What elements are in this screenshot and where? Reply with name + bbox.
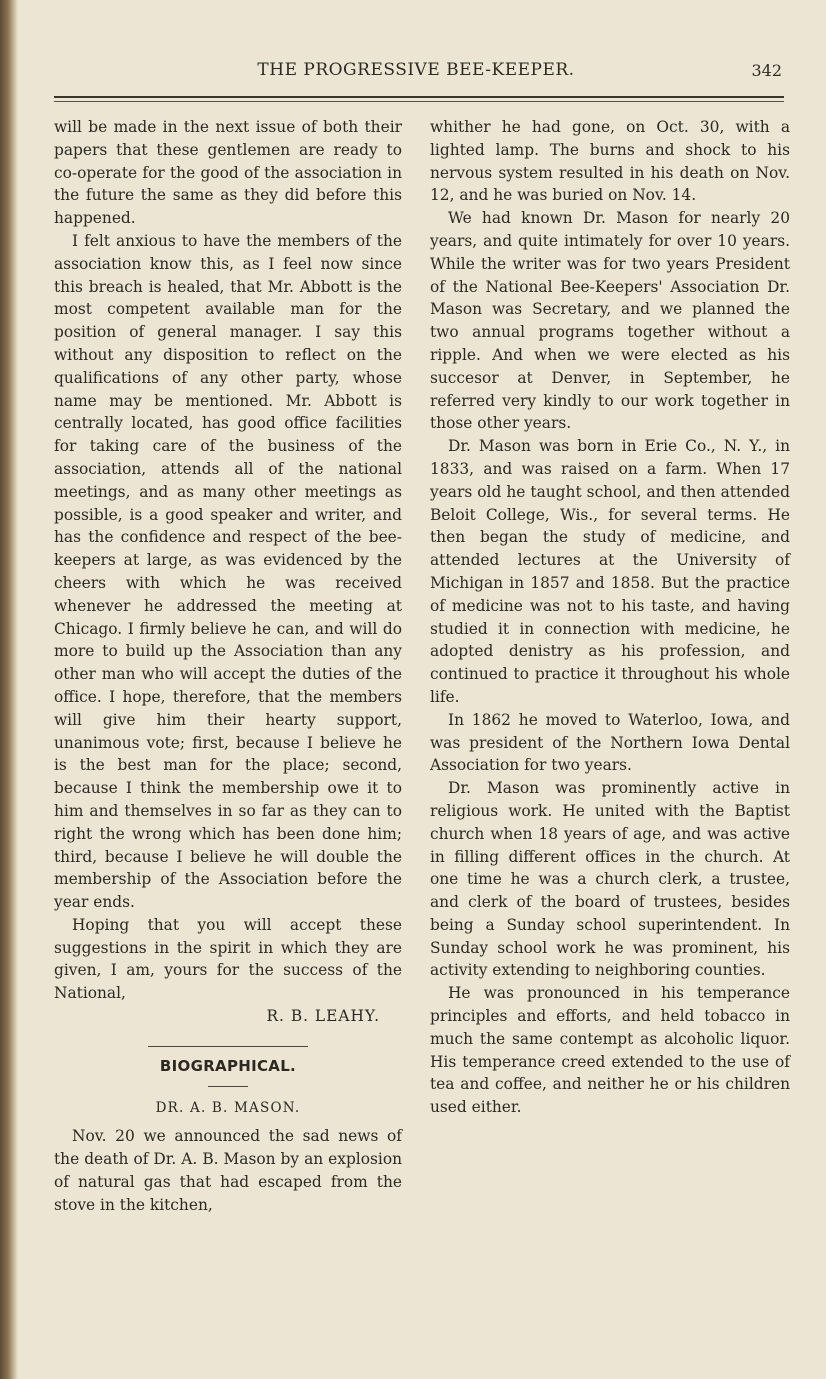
section-title: BIOGRAPHICAL.	[159, 1056, 297, 1075]
article-subhead: DR. A. B. MASON.	[155, 1099, 301, 1116]
header-rule	[54, 96, 784, 98]
running-title: THE PROGRESSIVE BEE-KEEPER.	[257, 60, 575, 80]
paragraph: He was pronounced in his temperance principles and efforts, and held tobacco in much the same contempt as alcoholic liquor. His temperance creed extended to the use of tea and coffee, and neither he or his children used either.	[430, 984, 790, 1117]
page-number: 342	[751, 61, 782, 80]
right-column	[430, 116, 790, 1119]
paragraph: will be made in the next issue of both their papers that these gentlemen are ready to co-operate for the good of the association in the future the same as they did before this happened.	[54, 118, 402, 228]
signature: R. B. LEAHY.	[266, 1007, 380, 1026]
left-column	[54, 116, 402, 1217]
paragraph: In 1862 he moved to Waterloo, Iowa, and was president of the Northern Iowa Dental Association for two years.	[430, 710, 790, 775]
paragraph: I felt anxious to have the members of the association know this, as I feel now since this breach is healed, that Mr. Abbott is the most competent available man for the position of general manager. I say this without any disposition to reflect on the qualifications of any other party, whose name may be mentioned. Mr. Abbott is centrally located, has good office facilities for taking care of the business of the association, attends all of the national meetings, and as many other meetings as possible, is a good speaker and writer, and has the confidence and respect of the bee-keepers at large, as was evidenced by the cheers with which he was received whenever he addressed the meeting at Chicago. I firmly believe he can, and will do more to build up the Association than any other man who will accept the duties of the office. I hope, therefore, that the members will give him their hearty support, unanimous vote; first, because I believe he is the best man for the place; second, because I think the membership owe it to him and themselves in so far as they can to right the wrong which has been done him; third, because I believe he will double the membership of the Association before the year ends.	[54, 231, 402, 912]
section-divider	[148, 1046, 308, 1047]
paragraph: Dr. Mason was prominently active in religious work. He united with the Baptist church when 18 years of age, and was active in filling different offices in the church. At one time he was a church clerk, a trustee, and clerk of the board of trustees, besides being a Sunday school superintendent. In Sunday school work he was prominent, his activity extending to neighboring counties.	[430, 779, 790, 980]
book-spine-shadow	[0, 0, 18, 1379]
paragraph: We had known Dr. Mason for nearly 20 years, and quite intimately for over 10 years. While the writer was for two years President of the National Bee-Keepers' Association Dr. Mason was Secretary, and we planned the two annual programs together without a ripple. And when we were elected as his succesor at Denver, in September, he referred very kindly to our work together in those other years.	[430, 209, 790, 433]
page-header	[50, 60, 782, 84]
header-rule-thin	[54, 101, 784, 102]
paragraph: Dr. Mason was born in Erie Co., N. Y., in 1833, and was raised on a farm. When 17 years old he taught school, and then attended Beloit College, Wis., for several terms. He then began the study of medicine, and attended lectures at the University of Michigan in 1857 and 1858. But the practice of medicine was not to his taste, and having studied it in connection with medicine, he adopted denistry as his profession, and continued to practice it throughout his whole life.	[430, 437, 790, 706]
paragraph: Nov. 20 we announced the sad news of the death of Dr. A. B. Mason by an explosion of natural gas that had escaped from the stove in the kitchen,	[54, 1127, 402, 1214]
section-subdivider	[208, 1086, 248, 1087]
paragraph: Hoping that you will accept these suggestions in the spirit in which they are given, I am, yours for the success of the National,	[54, 915, 402, 1003]
paragraph: whither he had gone, on Oct. 30, with a lighted lamp. The burns and shock to his nervous system resulted in his death on Nov. 12, and he was buried on Nov. 14.	[430, 118, 790, 205]
